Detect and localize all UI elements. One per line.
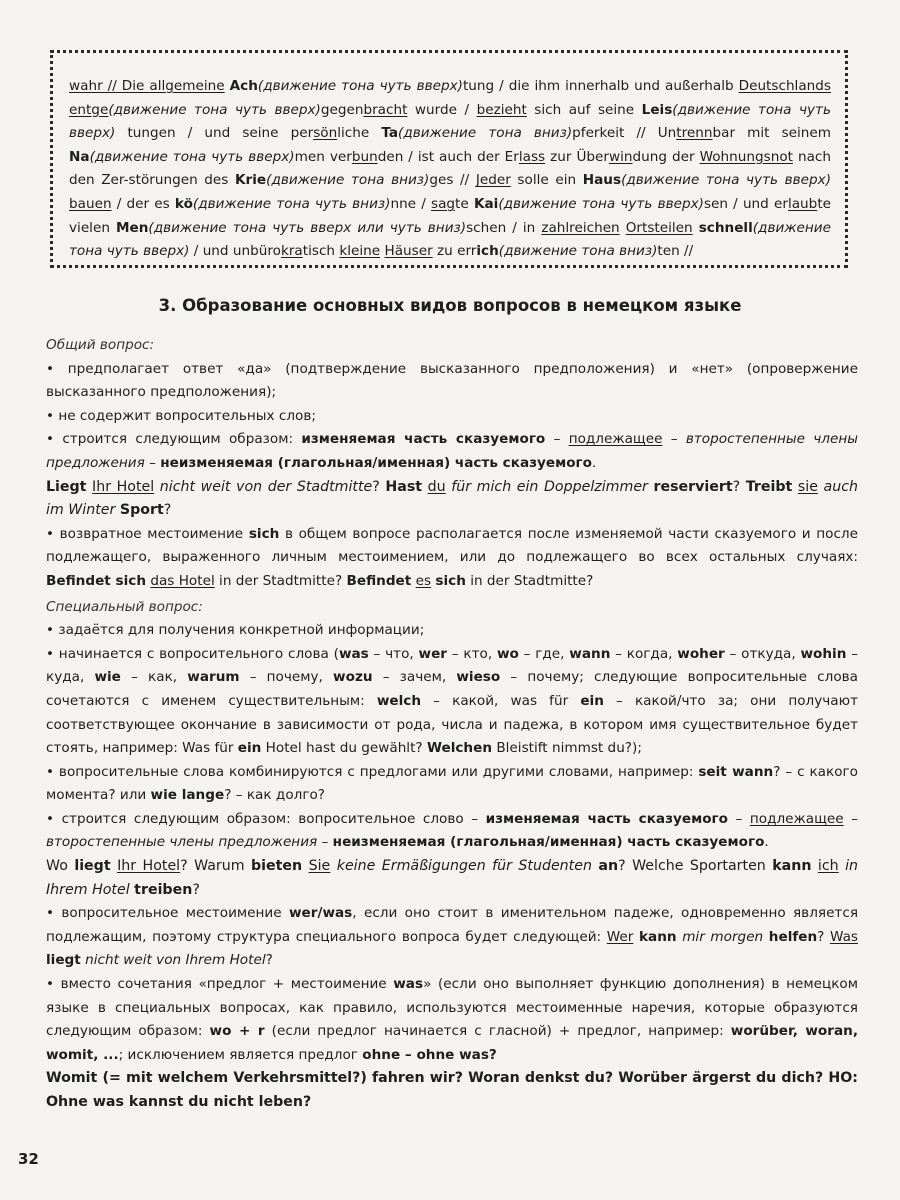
page-number: 32 <box>18 1150 39 1168</box>
main-text <box>46 334 858 1115</box>
special-examples-2: Womit (= mit welchem Verkehrsmittel?) fahren wir? Woran denkst du? Worüber ärgerst du dich? НО: Ohne was kannst du nicht leben? <box>46 1070 858 1110</box>
general-bullet-2: • не содержит вопросительных слов; <box>46 407 316 424</box>
special-bullet-1: • задаётся для получения конкретной информации; <box>46 622 425 639</box>
special-bullet-4: • строится следующим образом: вопросительное слово – изменяемая часть сказуемого – подлежащее – второстепенные члены предложения – неизменяемая (глагольная/именная) часть сказуемого. <box>46 810 859 851</box>
special-bullet-5: • вопросительное местоимение wer/was, если оно стоит в именительном падеже, одновременно является подлежащим, поэтому структура специального вопроса будет следующей: Wer kann mir morgen helfen? Was liegt nicht weit von Ihrem Hotel? <box>46 905 858 969</box>
special-bullet-2: • начинается с вопросительного слова (was – что, wer – кто, wo – где, wann – когда, woher – откуда, wohin – куда, wie – как, warum – почему, wozu – зачем, wieso – почему; следующие вопросительные слова сочетаются с именем существительным: welch – какой, was für ein – какой/что за; они получают соответствующее окончание в зависимости от рода, числа и падежа, в котором имя существительное будет стоять, например: Was für ein Hotel hast du gewählt? Welchen Bleistift nimmst du?); <box>46 645 858 757</box>
general-bullet-3: • строится следующим образом: изменяемая часть сказуемого – подлежащее – второстепенные члены предложения – неизменяемая (глагольная/именная) часть сказуемого. <box>46 431 858 471</box>
special-question-label: Специальный вопрос: <box>46 598 203 615</box>
general-bullet-1: • предполагает ответ «да» (подтверждение высказанного предположения) и «нет» (опровержение высказанного предположения); <box>46 360 858 401</box>
general-question-label: Общий вопрос: <box>46 337 155 353</box>
intonation-text: wahr // Die allgemeine Ach(движение тона чуть вверх)tung / die ihm innerhalb und außerhalb Deutschlands entge(движение тона чуть вверх)gegenbracht wurde / bezieht sich auf seine Leis(движение тона чуть вверх) tungen / und seine persönliche Ta(движение тона вниз)pferkeit // Untrennbar mit seinem Na(движение тона чуть вверх)men verbunden / ist auch der Erlass zur Überwindung der Wohnungsnot nach den Zer-störungen des Krie(движение тона вниз)ges // Jeder solle ein Haus(движение тона чуть вверх) bauen / der es kö(движение тона чуть вниз)nne / sagte Kai(движение тона чуть вверх)sen / und erlaubte vielen Men(движение тона чуть вверх или чуть вниз)schen / in zahlreichen Ortsteilen schnell(движение тона чуть вверх) / und unbürokratisch kleine Häuser zu errich(движение тона вниз)ten // <box>69 78 832 260</box>
special-bullet-3: • вопросительные слова комбинируются с предлогами или другими словами, например: seit wann? – с какого момента? или wie lange? – как долго? <box>46 763 858 804</box>
intonation-exercise-box <box>50 50 848 268</box>
general-bullet-4: • возвратное местоимение sich в общем вопросе располагается после изменяемой части сказуемого и после подлежащего, выраженного личным местоимением, или до подлежащего во всех остальных случаях: Befindet sich das Hotel in der Stadtmitte? Befindet es sich in der Stadtmitte? <box>46 525 858 589</box>
special-examples: Wo liegt Ihr Hotel? Warum bieten Sie keine Ermäßigungen für Studenten an? Welche Sportarten kann ich in Ihrem Hotel treiben? <box>46 858 859 898</box>
special-bullet-6: • вместо сочетания «предлог + местоимение was» (если оно выполняет функцию дополнения) в немецком языке в специальных вопросах, как правило, используются местоименные наречия, которые образуются следующим образом: wo + r (если предлог начинается с гласной) + предлог, например: worüber, woran, womit, ...; исключением является предлог ohne – ohne was? <box>46 976 858 1063</box>
section-heading: 3. Образование основных видов вопросов в немецком языке <box>158 296 742 315</box>
general-examples: Liegt Ihr Hotel nicht weit von der Stadtmitte? Hast du für mich ein Doppelzimmer reserviert? Treibt sie auch im Winter Sport? <box>46 478 859 519</box>
